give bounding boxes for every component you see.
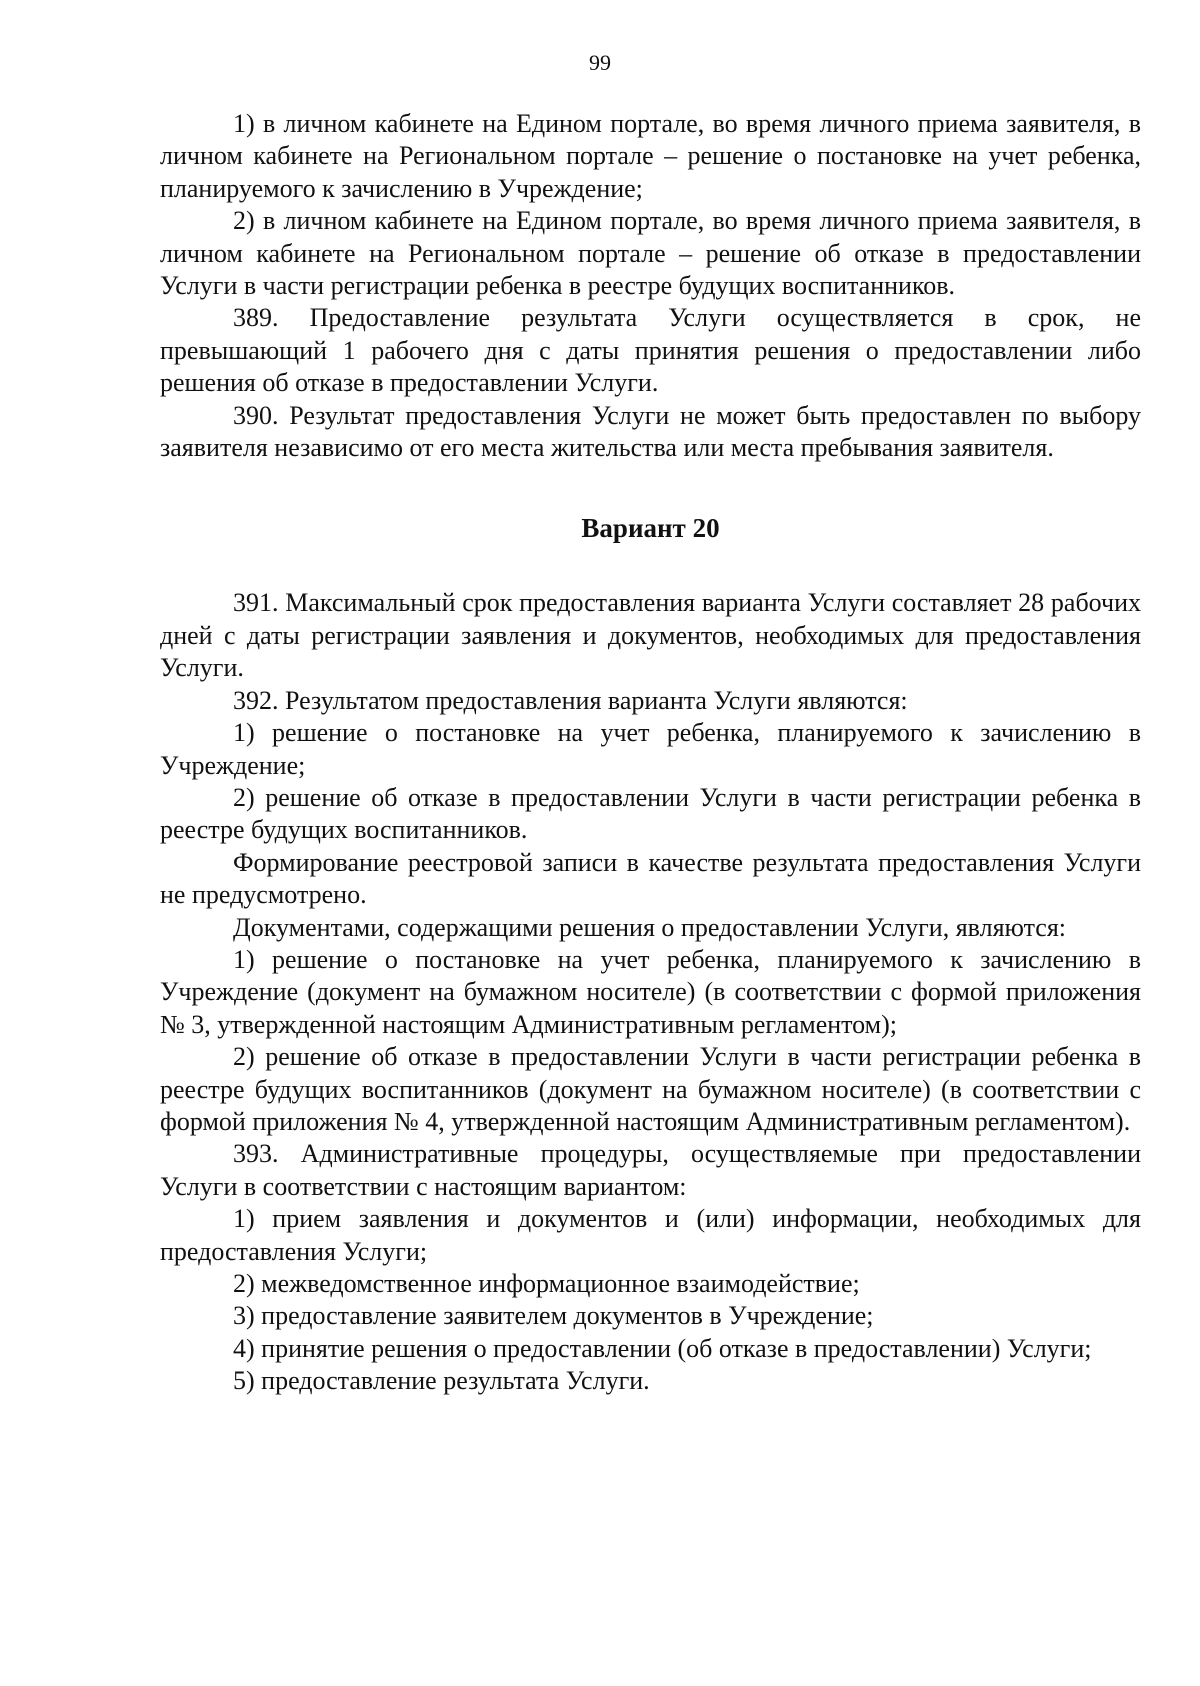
paragraph: Формирование реестровой записи в качестве результата предоставления Услуги не предусмотрено.	[160, 847, 1141, 910]
page-number: 99	[589, 50, 611, 75]
paragraph: 2) в личном кабинете на Едином портале, во время личного приема заявителя, в личном кабинете на Региональном портале – решение об отказе в предоставлении Услуги в части регистрации ребенка в реестре будущих воспитанников.	[160, 206, 1141, 301]
paragraph: 3) предоставление заявителем документов в Учреждение;	[233, 1301, 874, 1331]
paragraph: 1) в личном кабинете на Едином портале, во время личного приема заявителя, в личном кабинете на Региональном портале – решение о постановке на учет ребенка, планируемого к зачислению в Учреждение;	[160, 109, 1141, 203]
paragraph: 393. Административные процедуры, осуществляемые при предоставлении Услуги в соответствии с настоящим вариантом:	[160, 1139, 1141, 1201]
paragraph: 1) решение о постановке на учет ребенка, планируемого к зачислению в Учреждение;	[160, 718, 1141, 780]
paragraph: 392. Результатом предоставления варианта Услуги являются:	[233, 685, 908, 715]
section-heading: Вариант 20	[581, 513, 720, 544]
paragraph: 391. Максимальный срок предоставления варианта Услуги составляет 28 рабочих дней с даты регистрации заявления и документов, необходимых для предоставления Услуги.	[160, 588, 1141, 683]
paragraph: 1) прием заявления и документов и (или) информации, необходимых для предоставления Услуги;	[160, 1204, 1141, 1266]
paragraph: 2) решение об отказе в предоставлении Услуги в части регистрации ребенка в реестре будущих воспитанников (документ на бумажном носителе) (в соответствии с формой приложения № 4, утвержденной настоящим Административным регламентом).	[160, 1042, 1141, 1136]
document-body	[160, 108, 1141, 1398]
paragraph: 2) решение об отказе в предоставлении Услуги в части регистрации ребенка в реестре будущих воспитанников.	[160, 782, 1141, 845]
paragraph: 4) принятие решения о предоставлении (об отказе в предоставлении) Услуги;	[233, 1333, 1092, 1363]
paragraph: 1) решение о постановке на учет ребенка, планируемого к зачислению в Учреждение (документ на бумажном носителе) (в соответствии с формой приложения № 3, утвержденной настоящим Административным регламентом);	[160, 944, 1141, 1039]
paragraph: 390. Результат предоставления Услуги не может быть предоставлен по выбору заявителя независимо от его места жительства или места пребывания заявителя.	[160, 400, 1141, 463]
section-heading-block	[160, 464, 1141, 587]
paragraph: Документами, содержащими решения о предоставлении Услуги, являются:	[233, 912, 1067, 942]
paragraph: 389. Предоставление результата Услуги осуществляется в срок, не превышающий 1 рабочего дня с даты принятия решения о предоставлении либо решения об отказе в предоставлении Услуги.	[160, 303, 1141, 398]
paragraph: 2) межведомственное информационное взаимодействие;	[233, 1269, 860, 1298]
paragraph: 5) предоставление результата Услуги.	[233, 1366, 650, 1396]
